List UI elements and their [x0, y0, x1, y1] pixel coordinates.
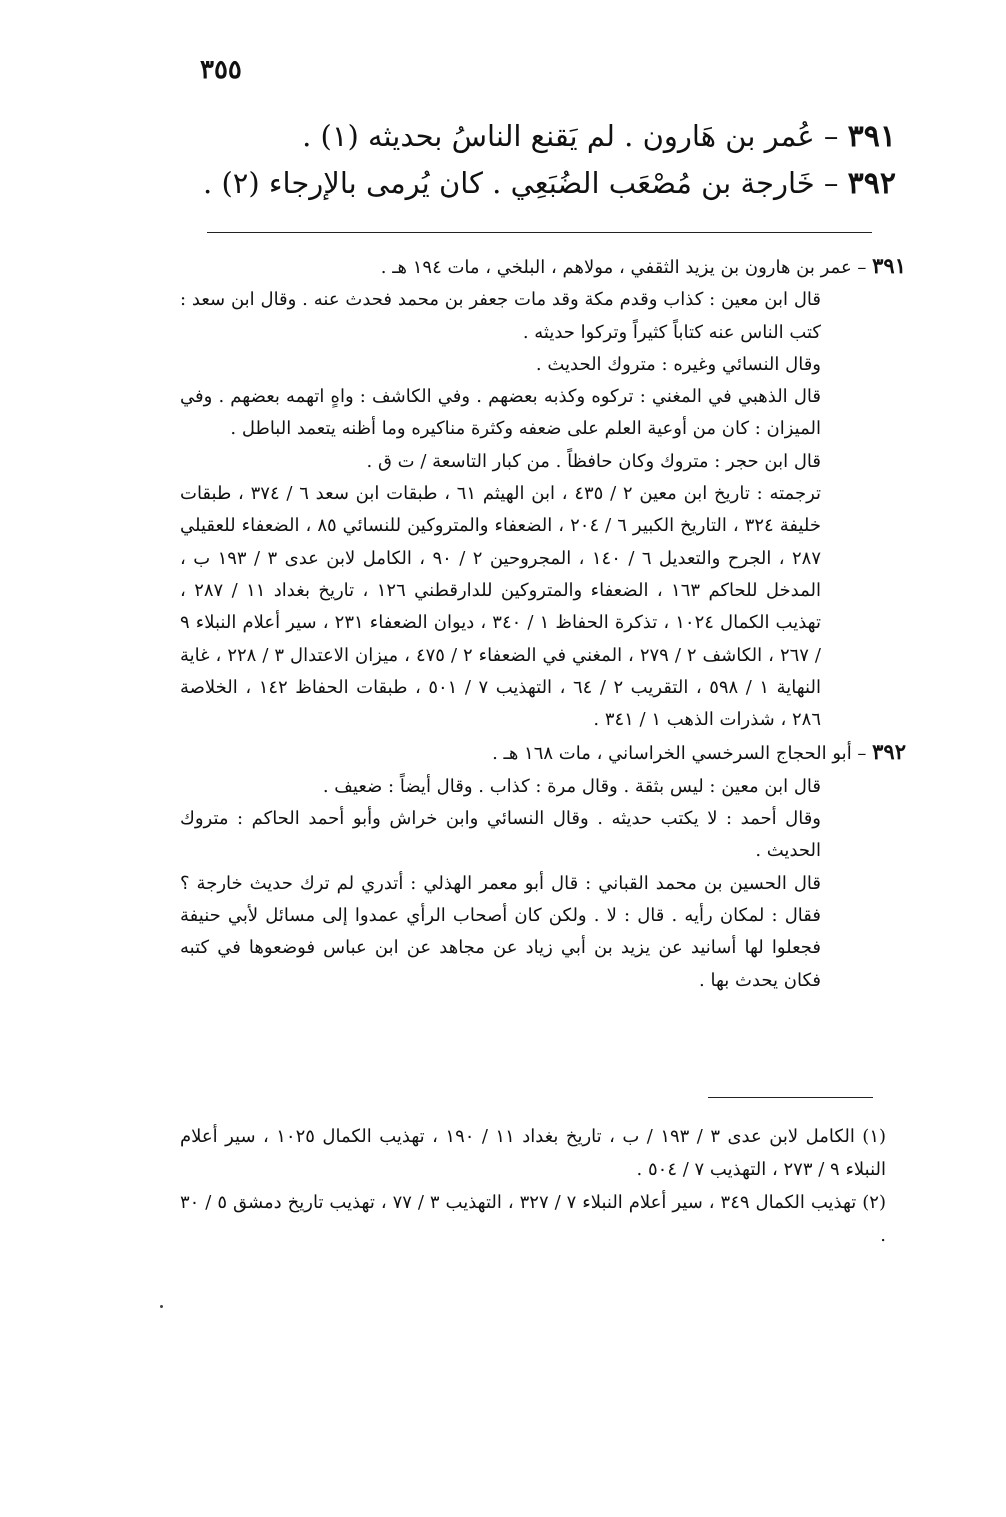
references-paragraph: ترجمته : تاريخ ابن معين ٢ / ٤٣٥ ، ابن الهيثم ٦١ ، طبقات ابن سعد ٦ / ٣٧٤ ، طبقات خليفة ٣٢٤ ، التاريخ الكبير ٦ / ٢٠٤ ، الضعفاء والمتروكين للنسائي ٨٥ ، الضعفاء للعقيلي ٢٨٧ ، الجرح والتعديل ٦ / ١٤٠ ، المجروحين ٢ / ٩٠ ، الكامل لابن عدى ٣ / ١٩٣ ب ، المدخل للحاكم ١٦٣ ، الضعفاء والمتروكين للدارقطني ١٢٦ ، تاريخ بغداد ١١ / ٢٨٧ ، تهذيب الكمال ١٠٢٤ ، تذكرة الحفاظ ١ / ٣٤٠ ، ديوان الضعفاء ٢٣١ ، سير أعلام النبلاء ٩ / ٢٦٧ ، الكاشف ٢ / ٢٧٩ ، المغني في الضعفاء ٢ / ٤٧٥ ، ميزان الاعتدال ٣ / ٢٢٨ ، غاية النهاية ١ / ٥٩٨ ، التقريب ٢ / ٦٤ ، التهذيب ٧ / ٥٠١ ، طبقات الحفاظ ١٤٢ ، الخلاصة ٢٨٦ ، شذرات الذهب ١ / ٣٤١ . — [180, 483, 822, 731]
main-entry-391 — [240, 113, 896, 160]
entry-number: ٣٩٢ — [847, 166, 896, 201]
commentary-head-392 — [180, 736, 906, 770]
footnotes — [180, 1120, 886, 1252]
commentary-paragraph: وقال النسائي وغيره : متروك الحديث . — [535, 353, 821, 375]
commentary-paragraph: قال ابن حجر : متروك وكان حافظاً . من كبار التاسعة / ت ق . — [366, 450, 821, 472]
page-number: ٣٥٥ — [200, 55, 242, 85]
commentary-paragraph: قال ابن معين : كذاب وقدم مكة وقد مات جعفر بن محمد فحدث عنه . وقال ابن سعد : كتب الناس عنه كتاباً كثيراً وتركوا حديثه . — [180, 289, 821, 343]
commentary-paragraph: قال الحسين بن محمد القباني : قال أبو معمر الهذلي : أتدري لم ترك حديث خارجة ؟ فقال : لمكان رأيه . قال : لا . ولكن كان أصحاب الرأي عمدوا إلى مسائل لأبي حنيفة فجعلوا لها أسانيد عن يزيد بن أبي زياد عن مجاهد عن ابن عباس فوضعوها في كتبه فكان يحدث بها . — [180, 872, 821, 991]
commentary — [180, 250, 906, 997]
commentary-head-391 — [180, 250, 906, 284]
commentary-head-text: – أبو الحجاج السرخسي الخراساني ، مات ١٦٨ هـ . — [492, 743, 867, 765]
footnote-2: (٢) تهذيب الكمال ٣٤٩ ، سير أعلام النبلاء ٧ / ٣٢٧ ، التهذيب ٣ / ٧٧ ، تهذيب تاريخ دمشق ٥ / ٣٠ . — [180, 1192, 886, 1246]
section-divider — [207, 232, 872, 233]
commentary-paragraph: قال الذهبي في المغني : تركوه وكذبه بعضهم . وفي الكاشف : واهٍ اتهمه بعضهم . وفي الميزان : كان من أوعية العلم على ضعفه وكثرة مناكيره وما أظنه يتعمد الباطل . — [180, 386, 821, 440]
footnote-1: (١) الكامل لابن عدى ٣ / ١٩٣ / ب ، تاريخ بغداد ١١ / ١٩٠ ، تهذيب الكمال ١٠٢٥ ، سير أعلام النبلاء ٩ / ٢٧٣ ، التهذيب ٧ / ٥٠٤ . — [180, 1126, 887, 1180]
commentary-paragraph: قال ابن معين : ليس بثقة . وقال مرة : كذاب . وقال أيضاً : ضعيف . — [322, 775, 821, 797]
scan-speck — [160, 1305, 163, 1308]
commentary-number: ٣٩١ — [872, 253, 906, 278]
entry-text: – عُمر بن هَارون . لم يَقنع الناسُ بحديثه (١) . — [302, 119, 839, 153]
footnote-divider — [708, 1097, 873, 1098]
commentary-number: ٣٩٢ — [872, 739, 906, 765]
entry-number: ٣٩١ — [847, 119, 896, 154]
main-entries — [203, 113, 896, 207]
commentary-paragraph: وقال أحمد : لا يكتب حديثه . وقال النسائي وابن خراش وأبو أحمد الحاكم : متروك الحديث . — [180, 808, 821, 862]
commentary-head-text: – عمر بن هارون بن يزيد الثقفي ، مولاهم ، البلخي ، مات ١٩٤ هـ . — [380, 257, 867, 278]
main-entry-392 — [203, 160, 896, 207]
entry-text: – خَارجة بن مُصْعَب الضُبَعِي . كان يُرمى بالإرجاء (٢) . — [203, 166, 839, 200]
